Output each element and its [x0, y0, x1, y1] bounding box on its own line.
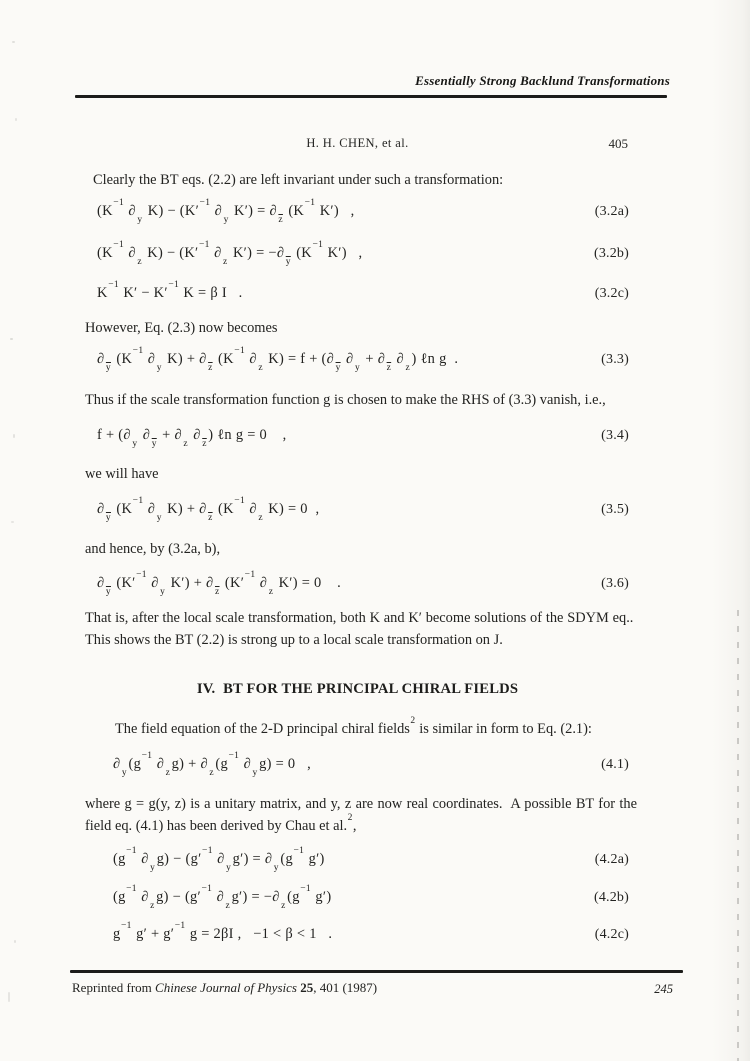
para-hence: and hence, by (3.2a, b), [85, 541, 221, 557]
page-number-top: 405 [608, 136, 628, 151]
scan-speckle [15, 118, 17, 121]
page-number-bottom: 245 [654, 982, 673, 996]
equation-body: ($g^{-1}$ $\partial_yg) - (g'^{-1}$ $\partial_yg') = \partial_y(g^{-1}$ g′) [113, 845, 325, 874]
equation-label: (3.3) [601, 352, 629, 367]
equation-3-5 [85, 495, 630, 524]
scan-speckle [11, 521, 14, 523]
equation-label: (4.1) [601, 757, 629, 772]
scan-speckle [12, 41, 15, 43]
scan-speckle [10, 338, 13, 340]
equation-4-2a [85, 845, 630, 874]
scan-artifact-right-edge [737, 610, 739, 1061]
equation-label: (3.6) [601, 576, 629, 591]
header-rule [75, 95, 667, 98]
equation-body: $K^{-1}$ $K' - K'^{-1}$ K = β I . [97, 279, 243, 301]
scan-speckle [8, 992, 10, 1002]
journal-volume: 25 [296, 980, 314, 995]
equation-label: (4.2a) [594, 852, 629, 867]
equation-label: (4.2c) [594, 927, 629, 942]
equation-label: (4.2b) [593, 890, 629, 905]
para-wewill: we will have [85, 466, 159, 482]
equation-body: ($K^{-1}$ $\partial_y$ $K) - (K'^{-1}$ $\partial_y$ $K') = \partial_{\overline{z}}$ ($K^{-1}$ K′) , [97, 197, 355, 226]
equation-3-3 [85, 345, 630, 374]
para-where: where g = g(y, z) is a unitary matrix, and y, z are now real coordinates. A possible BT for the field eq. (4.1) has been derived by Chau et al.$^2$, [85, 796, 637, 834]
para-however: However, Eq. (2.3) now becomes [85, 320, 278, 336]
authors-line: H. H. CHEN, et al. [306, 136, 409, 150]
equation-body: ($g^{-1}$ $\partial_zg) - (g'^{-1}$ $\partial_zg') = -\partial_z(g^{-1}$ g′) [113, 883, 332, 912]
equation-3-2c [85, 279, 630, 302]
reprint-prefix: Reprinted from [72, 980, 156, 995]
equation-3-4 [85, 427, 630, 450]
para-field: The field equation of the 2-D principal chiral fields$^2$ is similar in form to Eq. (2.1): [115, 715, 592, 737]
equation-4-2c [85, 920, 630, 943]
para-thus: Thus if the scale transformation function g is chosen to make the RHS of (3.3) vanish, i.e., [85, 392, 606, 408]
equation-body: $\partial_{\overline{y}}$ ($K^{-1}$ $\partial_y$ $K) + \partial_{\overline{z}}$ ($K^{-1}$ $\partial_z$ K) = 0 , [97, 495, 320, 524]
scan-speckle [14, 940, 16, 943]
equation-body: ($K^{-1}$ $\partial_z$ $K) - (K'^{-1}$ $\partial_z$ $K') = -\partial_{\overline{y}}$ ($K^{-1}$ K′) , [97, 239, 363, 268]
equation-label: (3.2a) [594, 204, 629, 219]
section-heading: IV. BT FOR THE PRINCIPAL CHIRAL FIELDS [196, 681, 519, 697]
journal-name: Chinese Journal of Physics [155, 980, 297, 995]
equation-body: $\partial_y(g^{-1}$ $\partial_zg) + \partial_z(g^{-1}$ $\partial_yg) = 0$ , [113, 750, 311, 779]
para-invariant: Clearly the BT eqs. (2.2) are left invariant under such a transformation: [93, 172, 504, 188]
equation-label: (3.2b) [593, 246, 629, 261]
equation-4-1 [85, 750, 630, 779]
equation-body: $g^{-1}$ $g' + g'^{-1}$ g = 2βI , −1 < β < 1 . [113, 920, 333, 942]
equation-3-2a [85, 197, 630, 226]
equation-3-2b [85, 239, 630, 268]
equation-body: $\partial_{\overline{y}}$ ($K^{-1}$ $\partial_y$ $K) + \partial_{\overline{z}}$ ($K^{-1}$ $\partial_z$ $K) = f + (\partial_{\overline{y}}$ $\partial_y + \partial_{\overline{z}}$ $\partial_z$) ℓn g . [97, 345, 459, 374]
equation-body: $f + (\partial_y$ $\partial_{\overline{y}} + \partial_z$ $\partial_{\overline{z}}$) ℓn g = 0 , [97, 427, 287, 450]
journal-rest: , 401 (1987) [313, 980, 378, 995]
footer-rule [70, 970, 683, 973]
para-thatis: That is, after the local scale transformation, both K and K′ become solutions of the SDYM eq.. This shows the BT (2.2) is strong up to a local scale transformation on J. [85, 610, 637, 648]
equation-label: (3.2c) [594, 286, 629, 301]
equation-label: (3.5) [601, 502, 629, 517]
reprint-line [72, 980, 377, 996]
running-title: Essentially Strong Backlund Transformations [415, 73, 670, 88]
equation-body: $\partial_{\overline{y}}$ ($K'^{-1}$ $\partial_y$ $K') + \partial_{\overline{z}}$ ($K'^{-1}$ $\partial_z$ K′) = 0 . [97, 569, 342, 598]
equation-label: (3.4) [601, 428, 629, 443]
equation-3-6 [85, 569, 630, 598]
equation-4-2b [85, 883, 630, 912]
scan-speckle [13, 434, 15, 438]
masthead [85, 136, 630, 154]
